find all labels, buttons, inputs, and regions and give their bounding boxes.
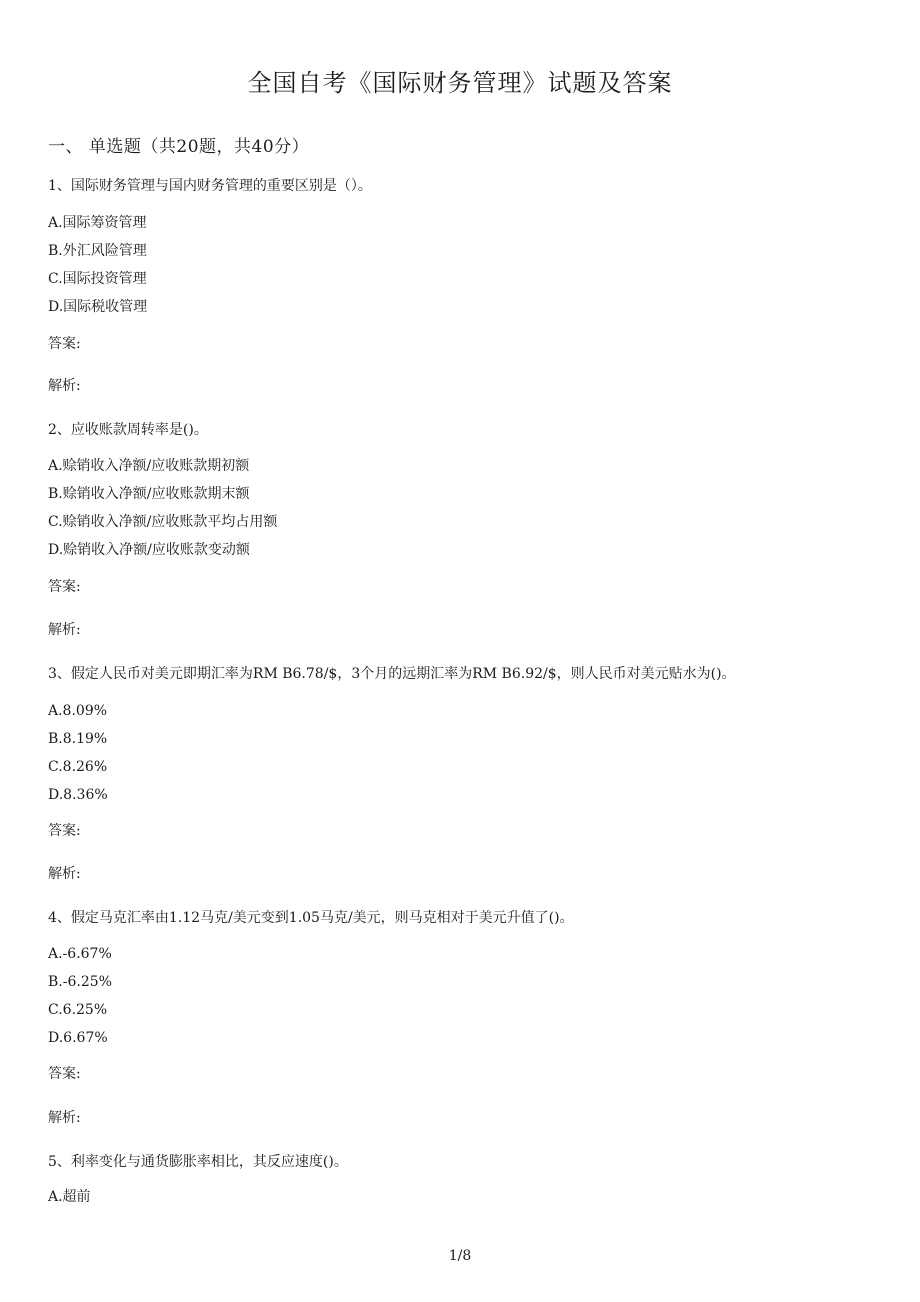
question-4-answer-label: 答案: — [48, 1066, 81, 1082]
question-2-stem: 2、应收账款周转率是()。 — [48, 422, 208, 438]
section-heading: 一、 单选题（共20题，共40分） — [48, 137, 310, 157]
question-2-answer-label: 答案: — [48, 579, 81, 595]
question-3-option-c: C.8.26% — [48, 759, 108, 775]
question-3-stem: 3、假定人民币对美元即期汇率为RM B6.78/$，3个月的远期汇率为RM B6.92/$，则人民币对美元贴水为()。 — [48, 666, 736, 682]
question-2-option-a: A.赊销收入净额/应收账款期初额 — [48, 458, 250, 474]
question-3-option-a: A.8.09% — [48, 703, 108, 719]
question-1-stem: 1、国际财务管理与国内财务管理的重要区别是（）。 — [48, 178, 372, 194]
question-1-option-d: D.国际税收管理 — [48, 299, 148, 315]
question-1-option-b: B.外汇风险管理 — [48, 243, 147, 259]
question-4-analysis-label: 解析: — [48, 1110, 81, 1126]
question-4-option-a: A.-6.67% — [48, 946, 112, 962]
question-4-option-d: D.6.67% — [48, 1030, 108, 1046]
question-3-option-d: D.8.36% — [48, 787, 108, 803]
question-4-option-b: B.-6.25% — [48, 974, 112, 990]
question-3-analysis-label: 解析: — [48, 866, 81, 882]
document-title: 全国自考《国际财务管理》试题及答案 — [247, 69, 673, 97]
page-number: 1/8 — [448, 1248, 472, 1264]
question-1-option-c: C.国际投资管理 — [48, 271, 147, 287]
question-4-option-c: C.6.25% — [48, 1002, 108, 1018]
question-1-answer-label: 答案: — [48, 336, 81, 352]
question-2-option-d: D.赊销收入净额/应收账款变动额 — [48, 542, 250, 558]
question-5-stem: 5、利率变化与通货膨胀率相比，其反应速度()。 — [48, 1154, 348, 1170]
question-2-option-b: B.赊销收入净额/应收账款期末额 — [48, 486, 250, 502]
question-4-stem: 4、假定马克汇率由1.12马克/美元变到1.05马克/美元，则马克相对于美元升值了()。 — [48, 910, 574, 926]
question-3-option-b: B.8.19% — [48, 731, 108, 747]
question-1-analysis-label: 解析: — [48, 378, 81, 394]
question-2-option-c: C.赊销收入净额/应收账款平均占用额 — [48, 514, 278, 530]
question-2-analysis-label: 解析: — [48, 622, 81, 638]
question-1-option-a: A.国际筹资管理 — [48, 215, 147, 231]
question-3-answer-label: 答案: — [48, 823, 81, 839]
question-5-option-a: A.超前 — [48, 1189, 91, 1205]
